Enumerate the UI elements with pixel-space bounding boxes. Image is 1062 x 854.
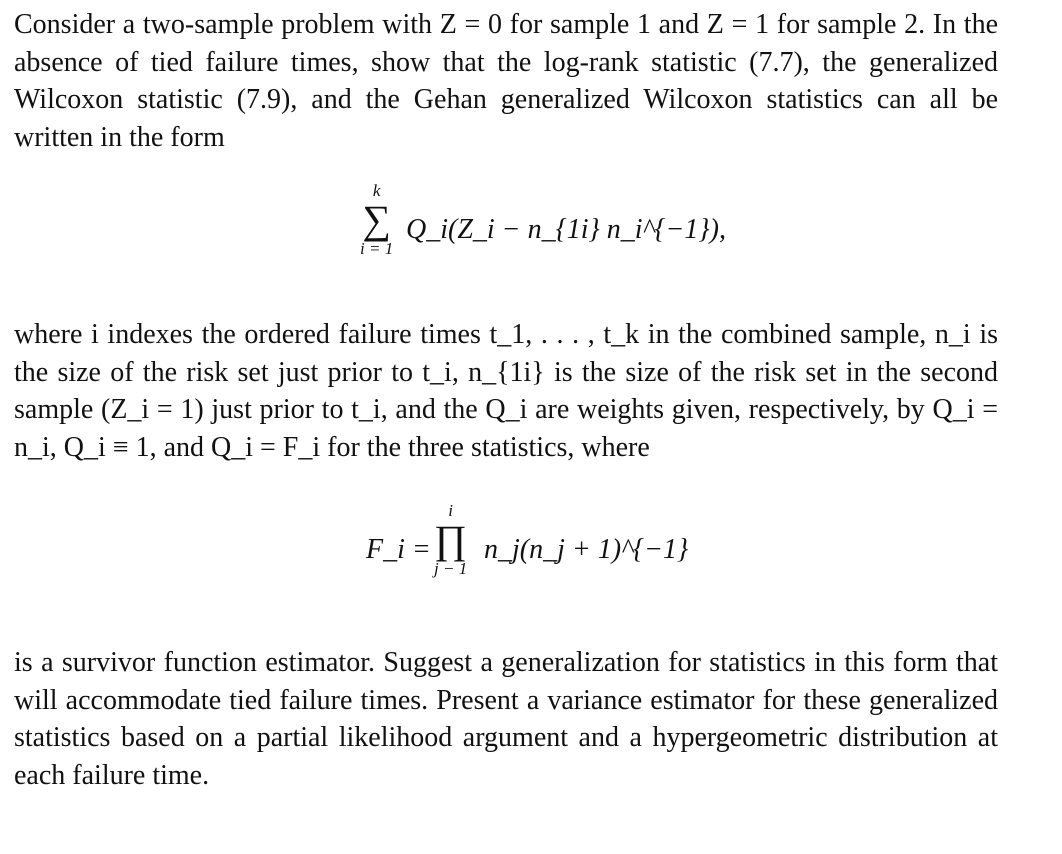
paragraph-1	[14, 6, 998, 156]
product-lower-limit: j − 1	[434, 559, 468, 578]
paragraph-3	[14, 644, 998, 794]
sum-upper-limit: k	[372, 181, 381, 200]
product-operator	[434, 502, 467, 578]
equation-1	[14, 156, 998, 316]
paragraph-2	[14, 316, 998, 466]
paragraph-1-text: Consider a two-sample problem with Z = 0 for sample 1 and Z = 1 for sample 2. In the absence of tied failure times, show that the log-rank statistic (7.7), the generalized Wilcoxon statistic (7.9), and the Gehan generalized Wilcoxon statistics can all be written in the form	[14, 9, 998, 153]
equation-2-body	[484, 534, 688, 566]
equation-2-lhs	[366, 534, 431, 566]
paragraph-2-text: where i indexes the ordered failure times t_1, . . . , t_k in the combined sample, n_i is the size of the risk set just prior to t_i, n_{1i} is the size of the risk set in the second sample (Z_i = 1) just prior to t_i, and the Q_i are weights given, respectively, by Q_i = n_i, Q_i ≡ 1, and Q_i = F_i for the three statistics, where	[14, 319, 998, 463]
sum-operator	[360, 182, 393, 258]
equation-2-body-text: n_j(n_j + 1)^{−1}	[484, 534, 689, 565]
paragraph-3-text: is a survivor function estimator. Suggest a generalization for statistics in this form that will accommodate tied failure times. Present a variance estimator for these generalized statistics based on a partial likelihood argument and a hypergeometric distribution at each failure time.	[14, 647, 998, 791]
product-upper-limit: i	[448, 501, 453, 520]
equation-1-body	[406, 214, 726, 246]
problem-text	[14, 6, 998, 794]
sum-symbol: ∑	[362, 197, 391, 242]
sum-lower-limit: i = 1	[360, 239, 394, 258]
equation-2-lhs-text: F_i =	[366, 534, 431, 565]
equation-2	[14, 466, 998, 644]
product-symbol: ∏	[434, 517, 468, 562]
equation-1-body-text: Q_i(Z_i − n_{1i} n_i^{−1}),	[406, 214, 726, 245]
